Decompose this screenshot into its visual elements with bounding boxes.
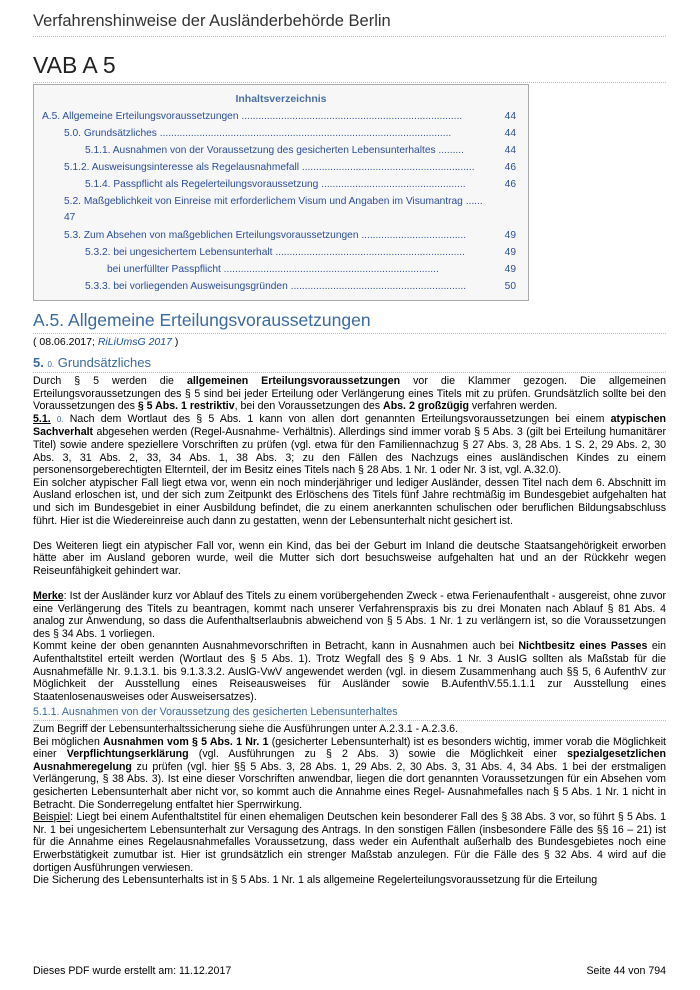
toc-page: 47 <box>64 212 76 223</box>
toc-entry[interactable]: 5.3. Zum Absehen von maßgeblichen Erteilungsvoraussetzungen ..................................... <box>64 230 467 241</box>
toc-page: 50 <box>504 281 516 292</box>
footer-created: Dieses PDF wurde erstellt am: 11.12.2017 <box>33 965 232 977</box>
toc-page: 44 <box>504 145 516 156</box>
toc-entry[interactable]: 5.3.2. bei ungesichertem Lebensunterhalt ................................................................... <box>85 247 465 258</box>
toc-entry[interactable]: 5.1.1. Ausnahmen von der Voraussetzung des gesicherten Lebensunterhaltes ......... <box>85 145 464 156</box>
toc-page: 46 <box>504 179 516 190</box>
toc-entry[interactable]: bei unerfüllter Passpflicht ............................................................................ <box>107 264 439 275</box>
page-footer <box>33 965 666 977</box>
toc-title: Inhaltsverzeichnis <box>235 93 327 105</box>
toc-page: 49 <box>504 264 516 275</box>
toc-page: 44 <box>504 128 516 139</box>
toc-page: 46 <box>504 162 516 173</box>
toc-page: 44 <box>504 111 516 122</box>
toc-entry[interactable]: 5.1.2. Ausweisungsinteresse als Regelausnahmefall ............................................................. <box>64 162 475 173</box>
toc-entry[interactable]: 5.2. Maßgeblichkeit von Einreise mit erforderlichem Visum und Angaben im Visumantrag ...... <box>64 196 483 207</box>
section-heading: A.5. Allgemeine Erteilungsvoraussetzungen <box>33 310 666 334</box>
section-date: ( 08.06.2017; RiLiUmsG 2017 ) <box>33 336 179 348</box>
rilium-link[interactable]: RiLiUmsG 2017 <box>97 336 172 348</box>
toc-entry[interactable]: 5.0. Grundsätzliches ....................................................................................................... <box>64 128 452 139</box>
page-header: Verfahrenshinweise der Ausländerbehörde Berlin <box>33 12 666 37</box>
toc-page: 49 <box>504 247 516 258</box>
toc-entry[interactable]: A.5. Allgemeine Erteilungsvoraussetzungen .............................................................................. <box>42 111 463 122</box>
toc-page: 49 <box>504 230 516 241</box>
footer-page-number: Seite 44 von 794 <box>586 965 666 977</box>
toc-entry[interactable]: 5.3.3. bei vorliegenden Ausweisungsgründen .............................................................. <box>85 281 467 292</box>
subsubsection-heading: 5.1.1. Ausnahmen von der Voraussetzung des gesicherten Lebensunterhaltes <box>33 706 666 721</box>
toc-entry[interactable]: 5.1.4. Passpflicht als Regelerteilungsvoraussetzung ................................................... <box>85 179 466 190</box>
body-text: Durch § 5 werden die allgemeinen Erteilungsvoraussetzungen vor die Klammer gezogen. Die allgemeinen Erteilungsvoraussetzungen des § 5 sind bei jeder Erteilung oder Verlängerung eines Titels mit zu prüfen. Grundsätzlich sollte bei den Voraussetzungen des § 5 Abs. 1 restriktiv, bei den Voraussetzungen des Abs. 2 großzügig verfahren werden. 5.1. 0. Nach dem Wortlaut des § 5 Abs. 1 kann von allen dort genannten Erteilungsvoraussetzungen bei einem atypischen Sachverhalt abgesehen werden (Regel-Ausnahme- Verhältnis). Allerdings sind immer vorab § 5 Abs. 3 (gilt bei Erteilung humanitärer Titel) sowie andere speziellere Vorschriften zu prüfen (vgl. etwa für den Familiennachzug § 27 Abs. 3, 28 Abs. 1 S. 2, 29 Abs. 2, 30 Abs. 3, 31 Abs. 2, 33, 34 Abs. 1, 38 Abs. 3; zu den Fällen des Nachzugs eines ausländischen Kindes zu einem personensorgeberechtigten Elternteil, der im Besitz eines Titels nach § 28 Abs. 1 Nr. 1 oder Nr. 3 ist, vgl. A.32.0). Ein solcher atypischer Fall liegt etwa vor, wenn ein noch minderjähriger und lediger Ausländer, dessen Titel nach dem 6. Abschnitt im Ausland erloschen ist, und der sich zum Zeitpunkt des Erlöschens des Titels fünf Jahre rechtmäßig im Bundesgebiet aufgehalten hat und sich im Bundesgebiet in einer Ausbildung befindet, die zu einem anerkannten schulischen oder beruflichen Bildungsabschluss führt. Hier ist die Wiedereinreise auch dann zu gestatten, wenn der Lebensunterhalt nicht gesichert ist. Des Weiteren liegt ein atypischer Fall vor, wenn ein Kind, das bei der Geburt im Inland die deutsche Staatsangehörigkeit erworben hätte aber im Ausland geboren wurde, weil die Mutter sich dort besuchsweise aufgehalten hat und an der Rückkehr wegen Reiseunfähigkeit gehindert war. Merke: Ist der Ausländer kurz vor Ablauf des Titels zu einem vorübergehenden Zweck - etwa Ferienaufenthalt - ausgereist, ohne zuvor eine Verlängerung des Titels zu beantragen, kommt nach unserer Verfahrenspraxis bis zu drei Monaten nach Ablauf § 81 Abs. 4 analog zur Anwendung, so dass die Aufenthaltserlaubnis abweichend von § 5 Abs. 1 Nr. 1 zu verlängern ist, so die Voraussetzungen des § 34 Abs. 1 vorliegen. Kommt keine der oben genannten Ausnahmevorschriften in Betracht, kann in Ausnahmen auch bei Nichtbesitz eines Passes ein Aufenthaltstitel erteilt werden (Wortlaut des § 5 Abs. 1). Trotz Wegfall des § 9 Abs. 1 Nr. 3 AusIG sollten als Maßstab für die Ausnahmefälle Nr. 9.1.3.1. bis 9.1.3.3.2. AuslG-VwV angewendet werden (vgl. in diesem Zusammenhang auch §§ 5, 6 AufenthV zur Möglichkeit der Ausstellung eines Reiseausweises für Ausländer sowie B.AufenthV.55.1.1.1 zur Ausstellung eines Staatenlosenausweises oder Ausweisersatzes). 5.1.1. Ausnahmen von der Voraussetzung des gesicherten Lebensunterhaltes Zum Begriff der Lebensunterhaltssicherung siehe die Ausführungen unter A.2.3.1 - A.2.3.6. Bei möglichen Ausnahmen vom § 5 Abs. 1 Nr. 1 (gesicherter Lebensunterhalt) ist es besonders wichtig, immer vorab die Möglichkeit einer Verpflichtungserklärung (vgl. Ausführungen zu § 2 Abs. 3) sowie die Möglichkeit einer spezialgesetzlichen Ausnahmeregelung zu prüfen (vgl. hier §§ 5 Abs. 3, 28 Abs. 1, 29 Abs. 2, 30 Abs. 3, 31 Abs. 4, 34 Abs. 1 bei der erstmaligen Verlängerung, § 38 Abs. 3). Ist eine dieser Vorschriften anwendbar, liegen die dort genannten Voraussetzungen für ein Absehen vom gesicherten Lebensunterhalt aber nicht vor, so kommt auch die Annahme eines Regel- Ausnahmefalles nach § 5 Abs. 1 Nr. 1 nicht in Betracht. Die Sonderregelung entfaltet hier Sperrwirkung. Beispiel: Liegt bei einem Aufenthaltstitel für einen ehemaligen Deutschen kein besonderer Fall des § 38 Abs. 3 vor, so führt § 5 Abs. 1 Nr. 1 bei ungesichertem Lebensunterhalt zur Versagung des Antrags. In den sonstigen Fällen (insbesondere Fälle des §§ 16 – 21) ist für die Annahme eines Regelausnahmefalles Voraussetzung, dass weder ein Aufenthalt außerhalb des Bundesgebietes noch eine Erwerbstätigkeit zumutbar ist. Hier ist grundsätzlich ein strenger Maßstab anzulegen. Für die Fälle des § 32 Abs. 4 wird auf die dortigen Ausführungen verwiesen. Die Sicherung des Lebensunterhalts ist in § 5 Abs. 1 Nr. 1 als allgemeine Regelerteilungsvoraussetzung für die Erteilung <box>33 375 666 887</box>
subsection-heading: 5. 0. Grundsätzliches <box>33 355 666 373</box>
table-of-contents <box>33 84 529 301</box>
document-title: VAB A 5 <box>33 52 666 83</box>
